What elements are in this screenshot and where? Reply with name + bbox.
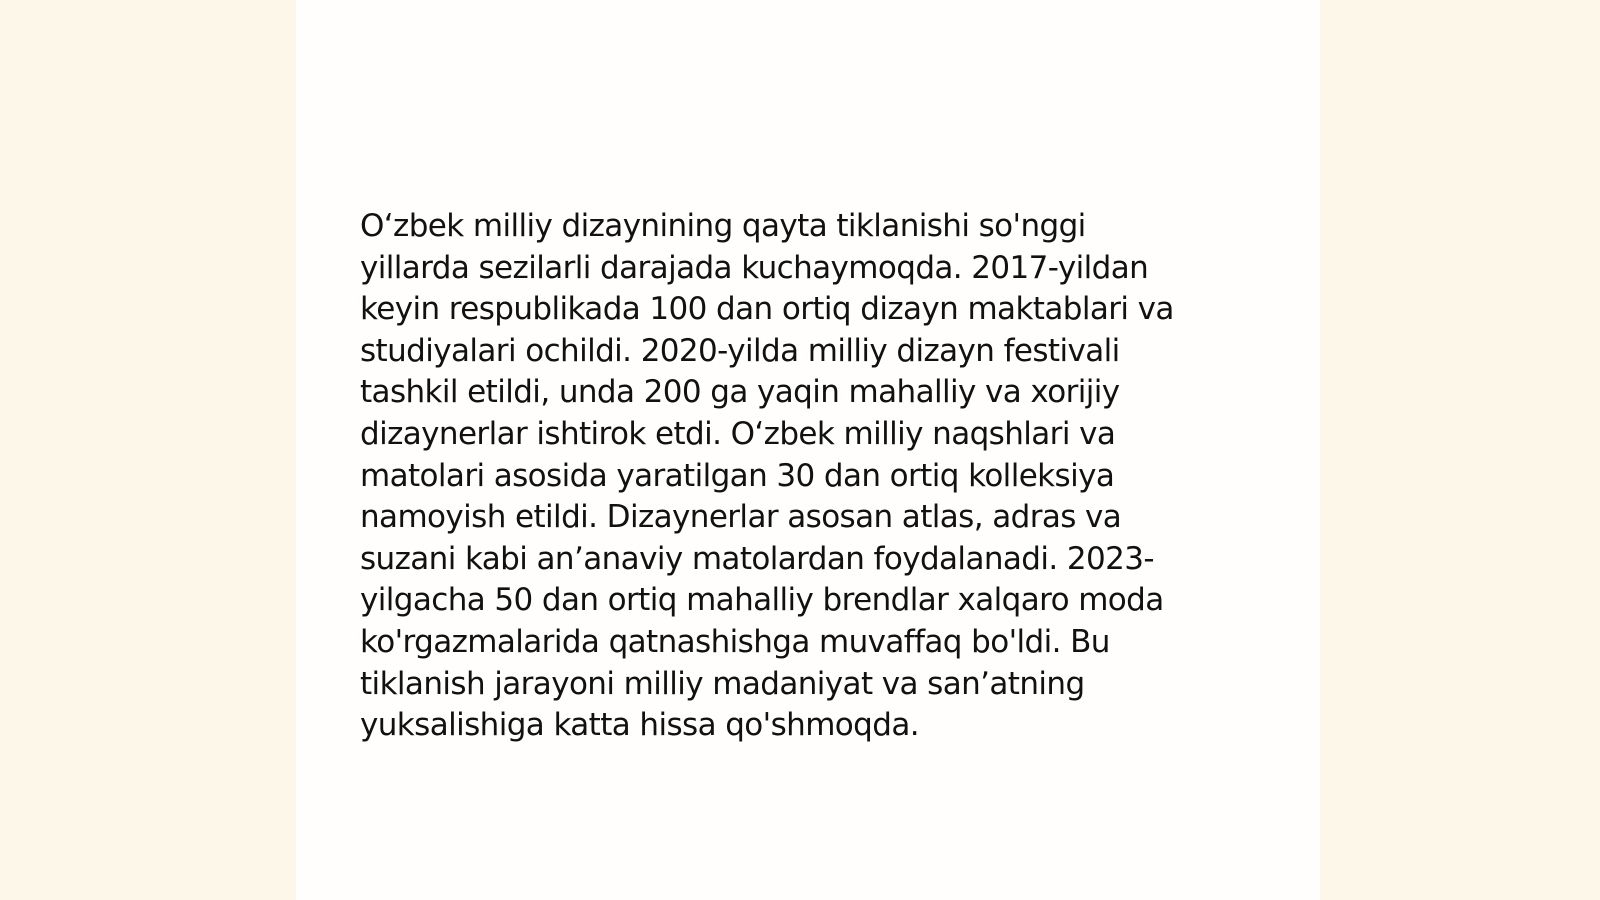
paragraph-line: dizaynerlar ishtirok etdi. O‘zbek milliy naqshlari va xyxy=(360,415,1116,452)
paragraph-line: yilgacha 50 dan ortiq mahalliy brendlar xalqaro moda xyxy=(360,582,1164,619)
body-paragraph xyxy=(360,206,1260,747)
paragraph-line: O‘zbek milliy dizaynining qayta tiklanishi so'nggi xyxy=(360,208,1086,244)
paragraph-line: yuksalishiga katta hissa qo'shmoqda. xyxy=(360,707,919,744)
document-page xyxy=(296,0,1320,900)
paragraph-line: suzani kabi an’anaviy matolardan foydalanadi. 2023- xyxy=(360,540,1154,577)
paragraph-line: yillarda sezilarli darajada kuchaymoqda. 2017-yildan xyxy=(360,249,1149,286)
paragraph-line: tiklanish jarayoni milliy madaniyat va san’atning xyxy=(360,665,1085,702)
paragraph-line: namoyish etildi. Dizaynerlar asosan atlas, adras va xyxy=(360,499,1122,536)
paragraph-line: matolari asosida yaratilgan 30 dan ortiq kolleksiya xyxy=(360,457,1115,494)
paragraph-line: tashkil etildi, unda 200 ga yaqin mahalliy va xorijiy xyxy=(360,374,1120,411)
paragraph-line: keyin respublikada 100 dan ortiq dizayn maktablari va xyxy=(360,291,1174,328)
paragraph-line: studiyalari ochildi. 2020-yilda milliy dizayn festivali xyxy=(360,332,1120,369)
paragraph-line: ko'rgazmalarida qatnashishga muvaffaq bo'ldi. Bu xyxy=(360,623,1110,660)
